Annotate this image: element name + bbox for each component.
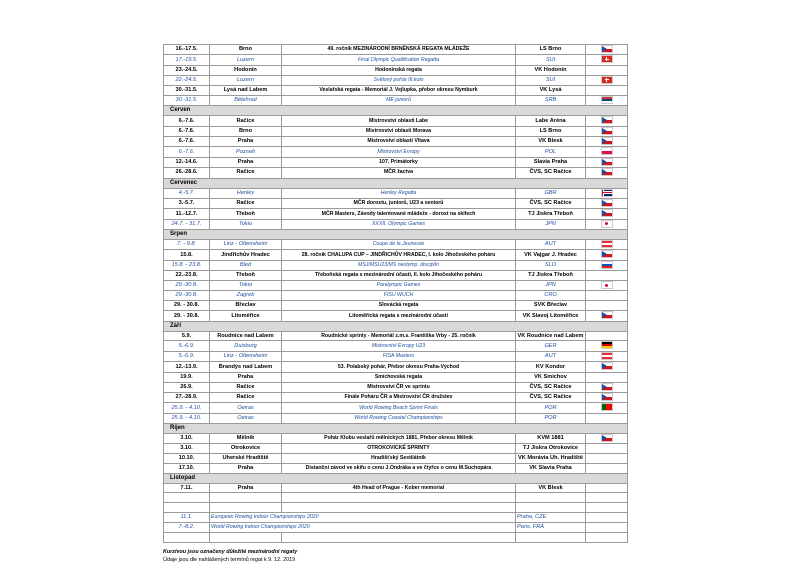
event-name: Roudnické sprinty - Memoriál z.m.s. Františka Vrby - 25. ročník [282,331,516,341]
event-name: Mistrovství oblasti Labe [282,116,516,126]
event-row [164,168,628,178]
event-place: Tokio [210,281,282,291]
event-row [164,65,628,75]
event-name: Pohár Klubu veslařů mělnických 1881, Přebor okresu Mělník [282,433,516,443]
event-row [164,116,628,126]
event-place: Brno [210,45,282,55]
event-place: Praha [210,157,282,167]
event-flag [586,291,628,301]
event-place: Duisburg [210,341,282,351]
event-organizer: LS Brno [516,45,586,55]
event-row [164,157,628,167]
event-row [164,271,628,281]
event-organizer: VK Roudnice nad Labem [516,331,586,341]
flag-cz-icon [601,209,613,217]
event-place: Poznaň [210,147,282,157]
event-organizer: Slavia Praha [516,157,586,167]
event-flag [586,403,628,413]
event-place: Mělník [210,433,282,443]
event-date: 3.10. [164,433,210,443]
event-row [164,382,628,392]
event-place: Lysá nad Labem [210,86,282,96]
month-label: Září [164,321,628,331]
flag-cz-icon [601,116,613,124]
event-date: 4.-5.7. [164,188,210,198]
event-row [164,95,628,105]
event-flag [586,453,628,463]
event-name: MČR žactva [282,168,516,178]
event-organizer: VK Hodonín [516,65,586,75]
event-organizer: ČVS, SC Račice [516,168,586,178]
event-organizer: GBR [516,188,586,198]
month-header [164,423,628,433]
event-name: 53. Polabský pohár, Přebor okresu Praha-Východ [282,362,516,372]
event-flag [586,209,628,219]
event-place: Henley [210,188,282,198]
event-row [164,147,628,157]
event-row [164,392,628,402]
event-flag [586,157,628,167]
event-date: 17.-19.5. [164,55,210,65]
event-place: Brandýs nad Labem [210,362,282,372]
event-row [164,331,628,341]
event-flag [586,463,628,473]
event-organizer: KV Kondor [516,362,586,372]
event-date: 25.9. - 4.10. [164,403,210,413]
event-organizer: POR [516,413,586,423]
event-date: 15.8. [164,250,210,260]
event-location: Praha, CZE [516,513,586,523]
regatta-calendar [163,44,627,564]
event-flag [586,433,628,443]
event-organizer: POL [516,147,586,157]
event-date: 15.8. - 23.8. [164,260,210,270]
event-flag [586,382,628,392]
event-flag [586,271,628,281]
event-name: Veslařská regata - Memoriál J. Vejlupka, přebor okresu Nymburk [282,86,516,96]
event-place: Oeiras [210,413,282,423]
event-name: 28. ročník CHALUPA CUP – JINDŘICHŮV HRADEC, I. kolo Jihočeského poháru [282,250,516,260]
event-date: 16.-17.5. [164,45,210,55]
event-flag [586,116,628,126]
event-place: Zagreb [210,291,282,301]
event-date: 3.-5.7. [164,198,210,208]
event-date: 11.1. [164,513,210,523]
event-flag [586,168,628,178]
calendar-table [163,44,628,543]
event-organizer: VK Lysá [516,86,586,96]
event-row [164,453,628,463]
event-row [164,372,628,382]
event-organizer: VK Slavia Praha [516,463,586,473]
event-date: 5.-6.9. [164,341,210,351]
event-flag [586,260,628,270]
event-organizer: ČVS, SC Račice [516,198,586,208]
event-date: 25.9. - 4.10. [164,413,210,423]
event-organizer: SUI [516,75,586,85]
event-row [164,281,628,291]
event-organizer: SVK Břeclav [516,301,586,311]
event-name: Henley Regatta [282,188,516,198]
flag-cz-icon [601,137,613,145]
event-date: 12.-13.9. [164,362,210,372]
event-name: Finále Poháru ČR a Mistrovství ČR družstev [282,392,516,402]
event-date: 29. - 30.8. [164,301,210,311]
flag-gb-icon [601,189,613,197]
event-place: Litoměřice [210,311,282,321]
event-row [164,403,628,413]
event-organizer: VK Smíchov [516,372,586,382]
event-place: Bělehrad [210,95,282,105]
event-name: Mistrovství Evropy [282,147,516,157]
event-flag [586,86,628,96]
event-row [164,413,628,423]
event-name: 4th Head of Prague - Kober memorial [282,483,516,493]
event-organizer: JPN [516,281,586,291]
event-organizer: AUT [516,351,586,361]
event-date: 7.11. [164,483,210,493]
event-flag [586,281,628,291]
event-organizer: VK Blesk [516,483,586,493]
event-date: 6.-7.6. [164,147,210,157]
event-flag [586,443,628,453]
event-place: Otrokovice [210,443,282,453]
event-row [164,443,628,453]
event-place: Uherské Hradiště [210,453,282,463]
flag-pt-icon [601,403,613,411]
event-place: Račice [210,198,282,208]
note-italic-legend: Kurzívou jsou označeny důležité mezinárodní regaty [163,548,298,555]
event-date: 26.-28.6. [164,168,210,178]
event-place: Linz - Ottensheim [210,351,282,361]
event-place: Břeclav [210,301,282,311]
notes [163,548,627,564]
event-date: 6.-7.6. [164,116,210,126]
flag-jp-icon [601,220,613,228]
event-date: 27.-28.9. [164,392,210,402]
event-place: Praha [210,372,282,382]
event-flag [586,250,628,260]
month-header [164,473,628,483]
event-organizer: TJ Jiskra Otrokovice [516,443,586,453]
event-row [164,483,628,493]
event-organizer: LS Brno [516,126,586,136]
flag-cz-icon [601,168,613,176]
event-row [164,301,628,311]
flag-ch-icon [601,55,613,63]
event-flag [586,198,628,208]
event-name: 49. ročník MEZINÁRODNÍ BRNĚNSKÁ REGATA MLÁDEŽE [282,45,516,55]
event-name: Litoměřická regata s mezinárodní účastí [282,311,516,321]
event-flag [586,413,628,423]
event-row [164,240,628,250]
month-label: Červen [164,106,628,116]
month-label: Srpen [164,230,628,240]
month-label: Listopad [164,473,628,483]
flag-cz-icon [601,199,613,207]
event-name: Třeboňská regata s mezinárodní účastí, II. kolo Jihočeského poháru [282,271,516,281]
event-date: 7.-8.2. [164,523,210,533]
event-date: 29.-30.8. [164,291,210,301]
event-organizer: VK Vajgar J. Hradec [516,250,586,260]
event-date: 10.10. [164,453,210,463]
event-place: Luzern [210,55,282,65]
event-name: Slovácká regata [282,301,516,311]
event-place: Tokio [210,219,282,229]
event-organizer: SLO [516,260,586,270]
event-flag [586,362,628,372]
event-place: Luzern [210,75,282,85]
event-flag [586,341,628,351]
event-row [164,362,628,372]
indoor-event-row [164,513,628,523]
event-place: Hodonín [210,65,282,75]
flag-si-icon [601,261,613,269]
event-date: 30.-31.5. [164,95,210,105]
event-name: Coupe de la Jeunesse [282,240,516,250]
event-date: 22.-23.8. [164,271,210,281]
event-flag [586,240,628,250]
flag-at-icon [601,352,613,360]
event-row [164,126,628,136]
event-place: Praha [210,483,282,493]
event-organizer: ČVS, SC Račice [516,392,586,402]
event-date: 29. - 30.8. [164,311,210,321]
event-row [164,341,628,351]
event-flag [586,219,628,229]
flag-cz-icon [601,362,613,370]
event-organizer: SUI [516,55,586,65]
event-name: 107. Primátorky [282,157,516,167]
event-flag [586,126,628,136]
event-name: Smíchovská regata [282,372,516,382]
event-name: Mistrovství oblasti Morava [282,126,516,136]
event-row [164,219,628,229]
event-place: Praha [210,463,282,473]
event-flag [586,483,628,493]
event-date: 22.-24.5. [164,75,210,85]
event-place: Bled [210,260,282,270]
event-date: 23.-24.5. [164,65,210,75]
month-label: Říjen [164,423,628,433]
event-date: 19.9. [164,372,210,382]
event-name: FISU WUCH [282,291,516,301]
event-date: 12.-14.6. [164,157,210,167]
event-date: 6.-7.6. [164,137,210,147]
event-flag [586,351,628,361]
event-flag [586,75,628,85]
event-flag [586,95,628,105]
event-name: XXXII. Olympic Games [282,219,516,229]
event-row [164,250,628,260]
flag-cz-icon [601,45,613,53]
event-date: 3.10. [164,443,210,453]
event-name: Distanční závod ve skifu o cenu J.Ondráka a ve čtyřce o cenu M.Suchopára [282,463,516,473]
month-label: Červenec [164,178,628,188]
event-flag [586,137,628,147]
event-date: 30.-31.5. [164,86,210,96]
event-flag [586,188,628,198]
event-location: Paris, FRA [516,523,586,533]
event-date: 26.9. [164,382,210,392]
month-header [164,178,628,188]
flag-cz-icon [601,158,613,166]
event-row [164,188,628,198]
event-row [164,45,628,55]
event-place: Třeboň [210,271,282,281]
event-date: 24.7. - 31.7. [164,219,210,229]
event-organizer: AUT [516,240,586,250]
event-row [164,463,628,473]
event-place: Račice [210,382,282,392]
flag-cz-icon [601,311,613,319]
event-organizer: TJ Jiskra Třeboň [516,209,586,219]
event-date: 17.10. [164,463,210,473]
event-name: Mistrovství Evropy U23 [282,341,516,351]
event-organizer: GER [516,341,586,351]
event-date: 6.-7.6. [164,126,210,136]
event-flag [586,147,628,157]
blank-row [164,503,628,513]
event-date: 5.9. [164,331,210,341]
event-place: Roudnice nad Labem [210,331,282,341]
event-organizer: VK Blesk [516,137,586,147]
event-organizer: CRO [516,291,586,301]
event-place: Račice [210,116,282,126]
event-row [164,433,628,443]
event-organizer: VK Slavoj Litoměřice [516,311,586,321]
month-header [164,230,628,240]
event-name: FISA Masters [282,351,516,361]
event-flag [586,331,628,341]
event-place: Jindřichův Hradec [210,250,282,260]
event-date: 29.-30.8. [164,281,210,291]
flag-rs-icon [601,96,613,104]
event-flag [586,45,628,55]
flag-de-icon [601,341,613,349]
event-name: World Rowing Indoor Championships 2020 [210,523,516,533]
event-name: Světový pohár III.kolo [282,75,516,85]
event-row [164,198,628,208]
blank-row [164,493,628,503]
event-flag [586,392,628,402]
event-name: Final Olympic Qualification Regatta [282,55,516,65]
month-header [164,321,628,331]
event-date: 5.-6.9. [164,351,210,361]
event-name: ME juniorů [282,95,516,105]
event-row [164,291,628,301]
event-organizer: Labe Aréna [516,116,586,126]
event-row [164,209,628,219]
event-flag [586,301,628,311]
event-name: Hodonínská regata [282,65,516,75]
flag-jp-icon [601,281,613,289]
event-name: Hradišťský Sestilátník [282,453,516,463]
event-place: Brno [210,126,282,136]
event-organizer: VK Morávia Uh. Hradiště [516,453,586,463]
event-row [164,311,628,321]
event-date: 11.-12.7. [164,209,210,219]
indoor-event-row [164,523,628,533]
event-organizer: ČVS, SC Račice [516,382,586,392]
event-organizer: KVM 1881 [516,433,586,443]
event-name: MČR dorostu, juniorů, U23 a seniorů [282,198,516,208]
flag-at-icon [601,240,613,248]
event-name: Paralympic Games [282,281,516,291]
event-flag [586,65,628,75]
event-name: Mistrovství ČR ve sprintu [282,382,516,392]
event-place: Praha [210,137,282,147]
event-place: Račice [210,168,282,178]
flag-pl-icon [601,147,613,155]
event-name: World Rowing Coastal Championships [282,413,516,423]
flag-cz-icon [601,127,613,135]
flag-cz-icon [601,434,613,442]
flag-cz-icon [601,383,613,391]
note-data-source: Údaje jsou dle nahlášených termínů regat k 9. 12. 2019 [163,556,296,563]
event-place: Linz - Ottensheim [210,240,282,250]
event-row [164,86,628,96]
event-flag [586,372,628,382]
flag-cz-icon [601,393,613,401]
event-organizer: POR [516,403,586,413]
event-name: World Rowing Beach Sprint Finals [282,403,516,413]
event-row [164,137,628,147]
event-name: Mistrovství oblasti Vltava [282,137,516,147]
month-header [164,106,628,116]
event-row [164,260,628,270]
event-row [164,55,628,65]
calendar-body [164,45,628,543]
event-row [164,75,628,85]
event-name: OTROKOVICKÉ SPRINTY [282,443,516,453]
event-place: Oeiras [210,403,282,413]
event-flag [586,311,628,321]
event-name: MSJ/MSU23/MS neolymp. disciplín [282,260,516,270]
event-flag [586,55,628,65]
event-organizer: TJ Jiskra Třeboň [516,271,586,281]
blank-row [164,533,628,543]
event-name: MČR Masters, Závody talentované mládeže - dorost na skifech [282,209,516,219]
event-place: Račice [210,392,282,402]
event-name: European Rowing Indoor Championships 2020 [210,513,516,523]
event-organizer: SRB [516,95,586,105]
event-place: Třeboň [210,209,282,219]
flag-ch-icon [601,76,613,84]
flag-cz-icon [601,250,613,258]
event-row [164,351,628,361]
event-date: 7. - 9.8. [164,240,210,250]
event-organizer: JPN [516,219,586,229]
